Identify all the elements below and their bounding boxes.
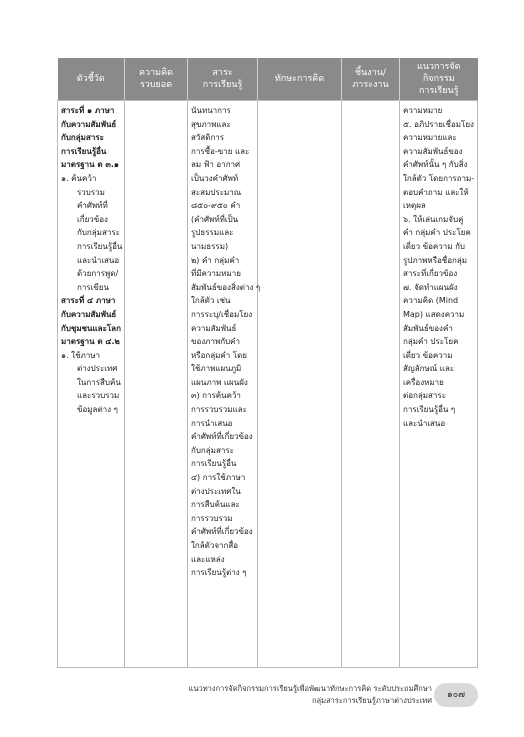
cell-text-line: ความหมายและ: [403, 133, 457, 143]
cell-text-line: เครื่องหมาย: [403, 377, 444, 387]
cell-text-line: เป็นวงคำศัพท์: [191, 173, 239, 183]
cell-text-line: สาระที่ ๑ ภาษา: [61, 106, 115, 115]
header-task-line1: ชิ้นงาน/: [355, 68, 386, 78]
header-concept: [125, 58, 188, 101]
cell-indicator: [58, 101, 125, 668]
cell-text-line: กับกลุ่มสาระ: [77, 228, 120, 238]
cell-text-line: สะสมประมาณ: [191, 187, 242, 197]
cell-text-line: ในการสืบค้น: [77, 377, 121, 387]
cell-text-line: ใช้ภาพแผนภูมิ: [191, 364, 242, 374]
cell-text-line: รูปภาพหรือชื่อกลุ่ม: [403, 255, 468, 265]
cell-text-line: แผนภาพ แผนผัง: [191, 377, 248, 387]
cell-text-line: ความหมาย: [403, 106, 443, 115]
cell-text-line: สัมพันธ์ของสิ่งต่าง ๆ: [191, 282, 261, 292]
cell-text-line: รูปธรรมและ: [191, 228, 234, 238]
cell-text-line: ๖. ให้เล่นเกมจับคู่: [403, 214, 464, 224]
cell-text-line: คำศัพท์ที่เกี่ยวข้อง: [191, 527, 253, 537]
cell-text-line: เกี่ยวข้อง: [77, 214, 108, 224]
cell-text-line: การเรียนรู้ต่าง ๆ: [191, 568, 247, 578]
cell-text-line: การเรียนรู้อื่น: [61, 146, 107, 156]
cell-text-line: สัญลักษณ์ และ: [403, 364, 455, 374]
cell-text-line: ๑. ใช้ภาษา: [61, 350, 101, 360]
page-footer: [189, 683, 432, 707]
cell-text-line: การนำเสนอ: [191, 418, 233, 428]
cell-text-line: สุขภาพและ: [191, 119, 231, 129]
cell-text-line: และแหล่ง: [191, 554, 225, 564]
cell-text-line: กลุ่มคำ ประโยค: [403, 337, 459, 347]
header-skill: [258, 58, 342, 101]
cell-text-line: ข้อมูลต่าง ๆ: [77, 405, 118, 415]
cell-text-line: การสืบค้นและ: [191, 500, 240, 510]
header-task-line2: ภาระงาน: [352, 80, 389, 90]
cell-text-line: หรือกลุ่มคำ โดย: [191, 350, 247, 360]
cell-text-line: และนำเสนอ: [77, 255, 120, 265]
header-indicator-label: ตัวชี้วัด: [76, 74, 105, 84]
cell-text-line: ๒) คำ กลุ่มคำ: [191, 255, 240, 265]
cell-activity: [400, 101, 478, 668]
cell-text-line: รวบรวม: [77, 187, 105, 197]
cell-text-line: เดี่ยว ข้อความ กับ: [403, 241, 465, 251]
cell-text-line: ความคิด (Mind: [403, 296, 459, 306]
page-number: ๑๐๗: [434, 683, 478, 707]
header-task: [342, 58, 400, 101]
cell-text-line: ความสัมพันธ์: [191, 323, 237, 333]
cell-concept: [125, 101, 188, 668]
cell-text-line: คำ กลุ่มคำ ประโยค: [403, 228, 471, 238]
cell-text-line: และนำเสนอ: [403, 418, 446, 428]
cell-text-line: ด้วยการพูด/: [77, 269, 119, 279]
cell-text-line: กับความสัมพันธ์: [61, 119, 117, 129]
cell-text-line: คำศัพท์ที่: [77, 201, 108, 211]
cell-text-line: กับกลุ่มสาระ: [61, 133, 104, 143]
cell-text-line: นามธรรม): [191, 241, 229, 251]
cell-text-line: (คำศัพท์ที่เป็น: [191, 214, 239, 224]
header-concept-line1: ความคิด: [139, 68, 173, 78]
header-activity: [400, 58, 478, 101]
cell-text-line: คำศัพท์นั้น ๆ กับสิ่ง: [403, 160, 468, 170]
cell-text-line: กับความสัมพันธ์: [61, 309, 117, 319]
curriculum-table: [57, 58, 478, 668]
cell-text-line: เดี่ยว ข้อความ: [403, 350, 453, 360]
header-content: [188, 58, 258, 101]
cell-text-line: มาตรฐาน ต ๓.๑: [61, 160, 119, 170]
cell-text-line: ต่อกลุ่มสาระ: [403, 391, 446, 401]
cell-skill: [258, 101, 342, 668]
cell-text-line: การเรียนรู้อื่น ๆ: [403, 405, 456, 415]
header-content-line1: สาระ: [212, 68, 233, 78]
cell-text-line: ๑. ค้นคว้า: [61, 173, 97, 183]
cell-content: [188, 101, 261, 668]
cell-text-line: ต่างประเทศใน: [191, 486, 241, 496]
table-row: [58, 101, 478, 668]
cell-text-line: การระบุ/เชื่อมโยง: [191, 309, 253, 319]
cell-text-line: สาระที่เกี่ยวข้อง: [403, 269, 458, 279]
header-concept-line2: รวบยอด: [139, 80, 173, 90]
cell-text-line: กับชุมชนและโลก: [61, 323, 121, 333]
cell-text-line: และรวบรวม: [77, 391, 120, 401]
cell-text-line: สัมพันธ์ของคำ: [403, 323, 453, 333]
cell-text-line: ๓) การค้นคว้า: [191, 391, 241, 401]
header-skill-label: ทักษะการคิด: [274, 74, 325, 84]
cell-text-line: ๘๕๐-๙๕๐ คำ: [191, 201, 241, 211]
cell-text-line: การเรียนรู้อื่น: [77, 241, 123, 251]
cell-text-line: ลม ฟ้า อากาศ: [191, 160, 241, 170]
cell-text-line: สาระที่ ๔ ภาษา: [61, 296, 116, 306]
cell-text-line: นันทนาการ: [191, 106, 231, 115]
header-indicator: [58, 58, 125, 101]
cell-text-line: การเรียนรู้อื่น: [191, 459, 237, 469]
cell-text-line: ตอบคำถาม และให้: [403, 187, 469, 197]
cell-text-line: ๔) การใช้ภาษา: [191, 473, 246, 483]
cell-text-line: คำศัพท์ที่เกี่ยวข้อง: [191, 432, 253, 442]
footer-subtitle: กลุ่มสาระการเรียนรู้ภาษาต่างประเทศ: [312, 696, 432, 705]
cell-text-line: ของภาพกับคำ: [191, 337, 240, 347]
cell-text-line: ใกล้ตัว โดยการถาม-: [403, 173, 475, 183]
cell-text-line: ต่างประเทศ: [77, 364, 118, 374]
cell-text-line: ใกล้ตัว เช่น: [191, 296, 231, 306]
cell-text-line: มาตรฐาน ต ๔.๒: [61, 337, 120, 347]
cell-text-line: การรวบรวม: [191, 513, 233, 523]
cell-text-line: เหตุผล: [403, 201, 426, 211]
cell-text-line: สวัสดิการ: [191, 133, 225, 143]
cell-text-line: ที่มีความหมาย: [191, 269, 241, 279]
cell-text-line: การรวบรวมและ: [191, 405, 247, 415]
footer-title: แนวทางการจัดกิจกรรมการเรียนรู้เพื่อพัฒนาทักษะการคิด ระดับประถมศึกษา: [188, 684, 432, 693]
cell-text-line: ใกล้ตัวจากสื่อ: [191, 541, 239, 550]
cell-text-line: การเขียน: [77, 282, 109, 292]
table-header-row: [58, 58, 478, 101]
header-content-line2: การเรียนรู้: [202, 80, 243, 90]
header-activity-line1: แนวการจัดกิจกรรม: [417, 62, 461, 84]
cell-text-line: ความสัมพันธ์ของ: [403, 146, 463, 156]
cell-text-line: Map) แสดงความ: [403, 309, 465, 319]
cell-text-line: ๗. จัดทำแผนผัง: [403, 282, 458, 292]
cell-text-line: กับกลุ่มสาระ: [191, 445, 234, 455]
cell-text-line: ๕. อภิปรายเชื่อมโยง: [403, 119, 474, 129]
cell-text-line: การซื้อ-ขาย และ: [191, 146, 250, 156]
cell-task: [342, 101, 400, 668]
header-activity-line2: การเรียนรู้: [418, 86, 459, 96]
